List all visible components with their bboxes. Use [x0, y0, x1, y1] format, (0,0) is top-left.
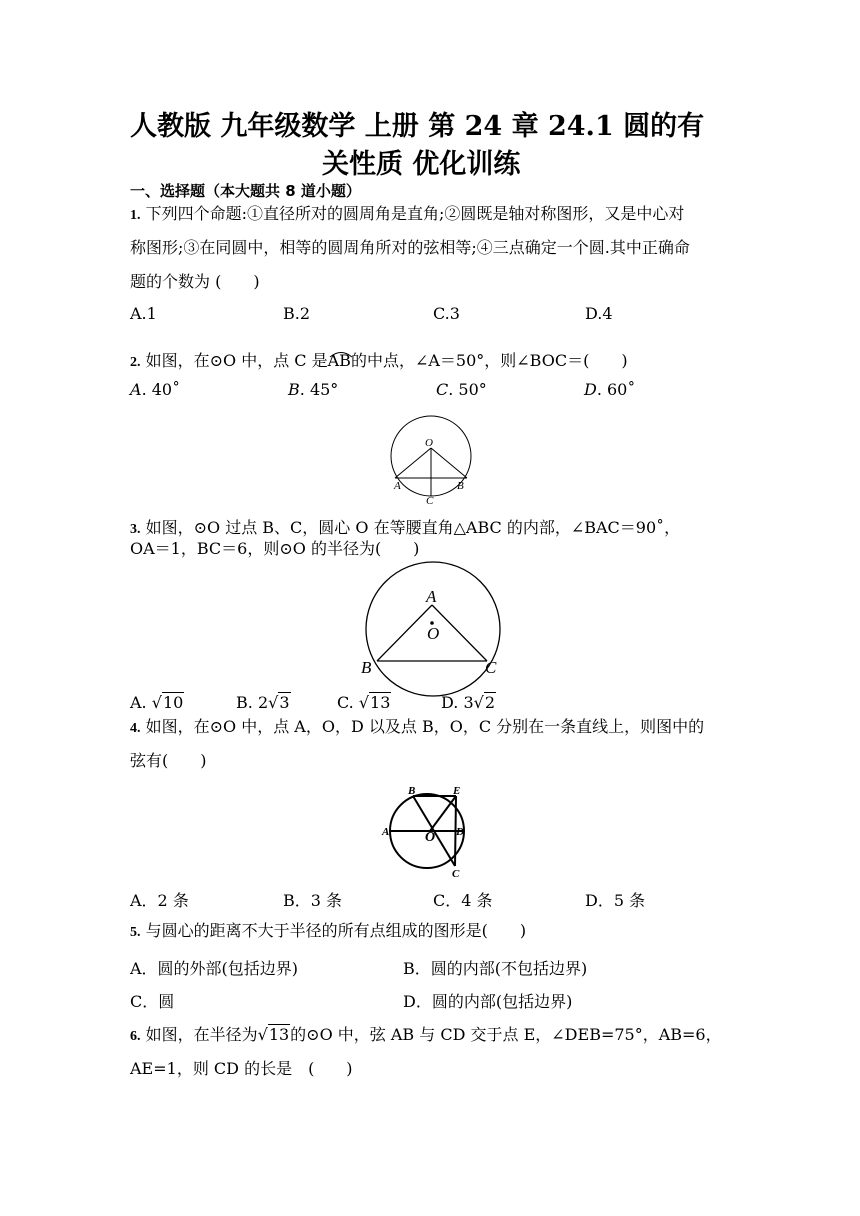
sqrt-sign: √2: [473, 693, 496, 712]
label-o: O: [425, 830, 436, 845]
q5-option-d: D．圆的内部(包括边界): [403, 992, 573, 1011]
q3-option-c: C. √13: [337, 693, 391, 712]
segment-ac: [432, 605, 487, 661]
label-c: C: [452, 868, 460, 880]
label-c: C: [426, 495, 434, 506]
segment-ob: [431, 448, 467, 478]
q2-figure: [385, 410, 477, 506]
q1-option-b: B.2: [283, 304, 311, 323]
segment-eo: [430, 796, 456, 831]
label-b: B: [361, 658, 372, 677]
sqrt-sign: √13: [257, 1025, 290, 1044]
question-1: [130, 197, 684, 233]
question-number: 4.: [130, 721, 141, 736]
q5-option-b: B．圆的内部(不包括边界): [403, 959, 588, 978]
q1-option-a: A.1: [130, 304, 157, 323]
page-title-line1: 人教版 九年级数学 上册 第 24 章 24.1 圆的有: [130, 111, 705, 142]
sqrt-sign: √13: [358, 693, 391, 712]
q2-option-d: D. 60˚: [584, 380, 636, 399]
label-b: B: [457, 480, 464, 492]
q3-option-d: D. 3√2: [441, 693, 496, 712]
label-a: A: [426, 587, 437, 606]
label-b: B: [408, 785, 416, 797]
q4-option-b: B．3 条: [283, 891, 343, 910]
question-2: [130, 344, 628, 380]
label-o: O: [425, 437, 433, 449]
question-5: [130, 914, 526, 950]
question-number: 3.: [130, 522, 141, 537]
q4-option-d: D．5 条: [585, 891, 646, 910]
question-number: 2.: [130, 355, 141, 370]
q3-option-b: B. 2√3: [236, 693, 290, 712]
question-number: 1.: [130, 208, 141, 223]
question-1-line3: 题的个数为 ( ): [130, 272, 260, 291]
question-text-a: 如图，在⊙O 中，点 C 是: [145, 351, 328, 370]
label-e: E: [453, 785, 461, 797]
q4-option-a: A．2 条: [130, 891, 189, 910]
q1-option-d: D.4: [585, 304, 613, 323]
label-d: D: [456, 826, 464, 838]
question-6: [130, 1018, 722, 1054]
q2-option-c: C. 50°: [436, 380, 487, 399]
label-o: O: [427, 624, 440, 643]
q4-figure: [380, 780, 480, 880]
question-number: 6.: [130, 1029, 141, 1044]
question-1-line2: 称图形;③在同圆中，相等的圆周角所对的弦相等;④三点确定一个圆.其中正确命: [130, 238, 690, 257]
question-text-b: 的中点，∠A＝50°，则∠BOC＝( ): [350, 351, 628, 370]
sqrt-sign: √3: [268, 693, 290, 712]
arc-mark-icon: [328, 350, 354, 358]
label-a: A: [382, 826, 390, 838]
question-4-line2: 弦有( ): [130, 751, 207, 770]
question-4: [130, 710, 704, 746]
q5-option-a: A．圆的外部(包括边界): [130, 959, 299, 978]
q1-option-c: C.3: [433, 304, 460, 323]
question-text-b: 的⊙O 中，弦 AB 与 CD 交于点 E，∠DEB=75°，AB=6，: [290, 1025, 722, 1044]
q5-option-c: C．圆: [130, 992, 175, 1011]
label-a: A: [394, 480, 401, 492]
q3-figure: [355, 557, 515, 697]
label-c: C: [485, 658, 497, 677]
q2-option-a: A. 40˚: [130, 380, 181, 399]
sqrt-sign: √10: [151, 693, 184, 712]
question-text: 下列四个命题:①直径所对的圆周角是直角;②圆既是轴对称图形，又是中心对: [145, 204, 685, 223]
question-text: 与圆心的距离不大于半径的所有点组成的图形是( ): [145, 921, 527, 940]
question-6-line2: AE=1，则 CD 的长是 ( ): [130, 1059, 353, 1078]
question-text: 如图，在⊙O 中，点 A，O，D 以及点 B，O，C 分别在一条直线上，则图中的: [145, 717, 705, 736]
q2-option-b: B. 45°: [288, 380, 339, 399]
question-text: 如图，⊙O 过点 B、C，圆心 O 在等腰直角△ABC 的内部，∠BAC＝90˚，: [145, 518, 681, 537]
segment-ab: [377, 605, 432, 661]
page-title-line2: 关性质 优化训练: [322, 149, 521, 180]
arc-ab: AB: [328, 344, 351, 378]
segment-oa: [395, 448, 431, 478]
q3-option-a: A. √10: [130, 693, 184, 712]
question-number: 5.: [130, 925, 141, 940]
question-3-line2: OA＝1，BC＝6，则⊙O 的半径为( ): [130, 539, 420, 558]
section-heading: 一、选择题（本大题共 8 道小题）: [130, 182, 361, 200]
question-text-a: 如图，在半径为: [145, 1025, 258, 1044]
q4-option-c: C．4 条: [433, 891, 493, 910]
